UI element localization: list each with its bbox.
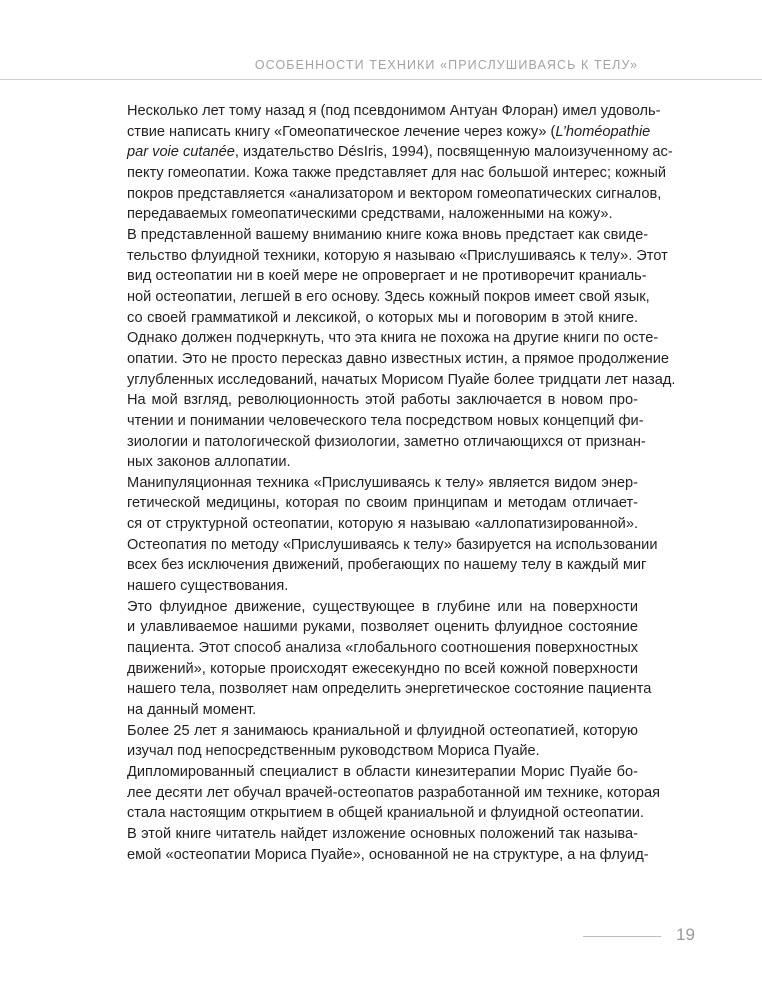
- text-line: Более 25 лет я занимаюсь краниальной и флуидной остеопатией, которую: [127, 722, 638, 739]
- body-text: [107, 101, 676, 865]
- running-head: ОСОБЕННОСТИ ТЕХНИКИ «ПРИСЛУШИВАЯСЬ К ТЕЛУ»: [254, 58, 638, 72]
- text-line: ся от структурной остеопатии, которую я называю «аллопатизированной».: [127, 516, 638, 533]
- text-line: всех без исключения движений, пробегающих по нашему телу в каждый миг: [127, 557, 647, 574]
- text-line: пекту гомеопатии. Кожа также представляет для нас большой интерес; кожный: [127, 164, 667, 181]
- text-line: нашего тела, позволяет нам определить энергетическое состояние пациента: [127, 681, 652, 698]
- paragraph: [107, 597, 652, 721]
- text-line: ной остеопатии, легшей в его основу. Здесь кожный покров имеет свой язык,: [127, 288, 650, 305]
- text-line: углубленных исследований, начатых Морисом Пуайе более тридцати лет назад.: [127, 371, 676, 388]
- page-number: 19: [676, 925, 695, 944]
- text-line: В этой книге читатель найдет изложение основных положений так называ-: [127, 825, 638, 842]
- paragraph: [107, 721, 638, 762]
- paragraph: [107, 390, 646, 473]
- italic-title: par voie cutanée: [127, 144, 235, 161]
- text-line: покров представляется «анализатором и вектором гомеопатических сигналов,: [127, 185, 662, 202]
- footer-rule: [583, 936, 661, 937]
- text-fragment: , издательство DésIris, 1994), посвященную малоизученному ас-: [234, 144, 673, 161]
- text-line: чтении и понимании человеческого тела посредством новых концепций фи-: [127, 412, 644, 429]
- text-line: и улавливаемое нашими руками, позволяет оценить флуидное состояние: [127, 619, 638, 636]
- text-line: зиологии и патологической физиологии, заметно отличающихся от признан-: [127, 433, 646, 450]
- paragraph: [107, 762, 661, 865]
- text-line: В представленной вашему вниманию книге кожа вновь предстает как свиде-: [127, 226, 649, 243]
- text-line: [107, 142, 673, 163]
- text-line: Дипломированный специалист в области кинезитерапии Морис Пуайе бо-: [127, 764, 638, 780]
- text-line: [107, 122, 651, 143]
- text-line: вид остеопатии ни в коей мере не опровергает и не противоречит краниаль-: [127, 268, 647, 285]
- text-line: со своей грамматикой и лексикой, о которых мы и поговорим в этой книге.: [127, 309, 638, 326]
- text-line: лее десяти лет обучал врачей-остеопатов разработанной им технике, которая: [127, 784, 661, 801]
- paragraph: [107, 225, 676, 390]
- text-line: На мой взгляд, революционность этой работы заключается в новом про-: [127, 392, 638, 409]
- text-line: опатии. Это не просто пересказ давно известных истин, а прямое продолжение: [127, 350, 669, 367]
- text-line: гетической медицины, которая по своим принципам и методам отличает-: [127, 495, 638, 512]
- text-line: Остеопатия по методу «Прислушиваясь к телу» базируется на использовании: [127, 536, 658, 553]
- text-line: движений», которые происходят ежесекундно по всей кожной поверхности: [127, 660, 638, 677]
- text-line: тельство флуидной техники, которую я называю «Прислушиваясь к телу». Этот: [127, 247, 668, 264]
- text-line: передаваемых гомеопатическими средствами, наложенными на кожу».: [127, 206, 613, 223]
- text-line: нашего существования.: [127, 578, 289, 595]
- text-line: изучал под непосредственным руководством Мориса Пуайе.: [127, 743, 540, 760]
- text-line: Это флуидное движение, существующее в глубине или на поверхности: [127, 598, 638, 615]
- text-line: Манипуляционная техника «Прислушиваясь к телу» является видом энер-: [127, 474, 638, 491]
- text-line: на данный момент.: [127, 702, 257, 719]
- header-rule: [0, 79, 762, 80]
- text-line: пациента. Этот способ анализа «глобального соотношения поверхностных: [127, 640, 638, 657]
- text-line: Несколько лет тому назад я (под псевдонимом Антуан Флоран) имел удоволь-: [127, 103, 661, 119]
- italic-title: L’homéopathie: [555, 123, 651, 140]
- paragraph: [107, 101, 673, 225]
- text-line: стала настоящим открытием в общей краниальной и флуидной остеопатии.: [127, 805, 644, 822]
- text-fragment: ствие написать книгу «Гомеопатическое лечение через кожу» (: [127, 123, 556, 140]
- paragraph: [107, 473, 658, 597]
- text-line: Однако должен подчеркнуть, что эта книга не похожа на другие книги по осте-: [127, 330, 659, 347]
- text-line: емой «остеопатии Мориса Пуайе», основанной не на структуре, а на флуид-: [127, 846, 649, 863]
- text-line: ных законов аллопатии.: [127, 454, 291, 471]
